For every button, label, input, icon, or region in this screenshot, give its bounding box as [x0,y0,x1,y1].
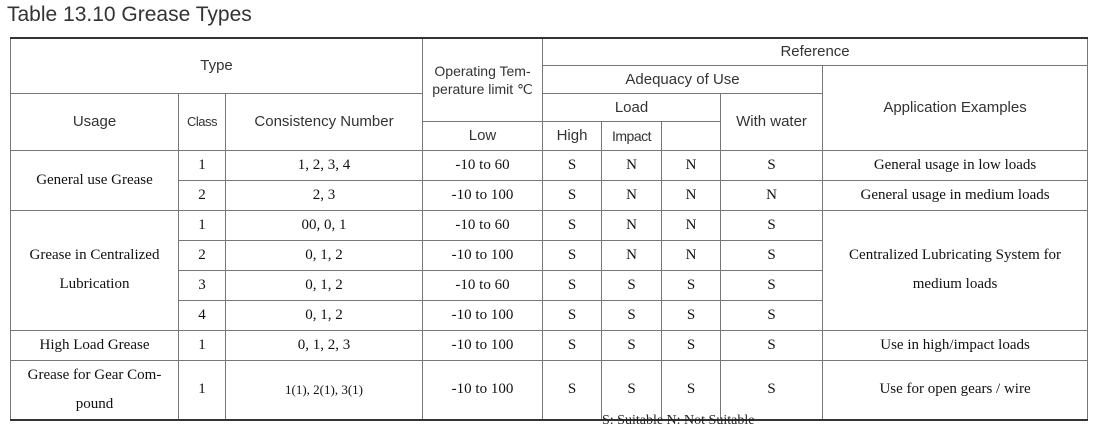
header-operating-limit: Operating Tem-perature limit ℃ [423,38,543,121]
header-adequacy: Adequacy of Use [543,65,823,93]
cell-water: S [721,210,823,240]
cell-class: 1 [179,150,226,180]
cell-water: S [721,300,823,330]
cell-low: S [543,240,602,270]
cell-temp: -10 to 100 [423,330,543,360]
cell-application: General usage in medium loads [823,180,1088,210]
header-type: Type [11,38,423,93]
header-class: Class [179,93,226,150]
cell-high: N [602,210,662,240]
header-load: Load [543,93,721,121]
cell-consistency: 2, 3 [226,180,423,210]
cell-impact: N [662,180,721,210]
cell-low: S [543,270,602,300]
header-application: Application Examples [823,65,1088,150]
cell-temp: -10 to 60 [423,210,543,240]
cell-water: S [721,270,823,300]
cell-high: S [602,300,662,330]
cell-temp: -10 to 100 [423,240,543,270]
cell-application: Use in high/impact loads [823,330,1088,360]
cell-consistency: 0, 1, 2 [226,300,423,330]
cell-class: 1 [179,360,226,420]
table-row [11,150,1088,180]
cell-impact: N [662,210,721,240]
cell-water: N [721,180,823,210]
cell-water: S [721,150,823,180]
cell-low: S [543,330,602,360]
cell-low: S [543,150,602,180]
cell-class: 3 [179,270,226,300]
cell-class: 2 [179,180,226,210]
header-low: Low [423,121,543,150]
header-usage: Usage [11,93,179,150]
cell-consistency: 00, 0, 1 [226,210,423,240]
cell-class: 4 [179,300,226,330]
cell-water: S [721,360,823,420]
cell-consistency: 0, 1, 2 [226,240,423,270]
cell-high: N [602,150,662,180]
cell-high: N [602,180,662,210]
cell-application: General usage in low loads [823,150,1088,180]
cell-impact: S [662,300,721,330]
header-with-water: With water [721,93,823,150]
cell-low: S [543,360,602,420]
group-general: General use Grease [11,150,179,210]
cell-class: 2 [179,240,226,270]
cell-low: S [543,210,602,240]
cell-temp: -10 to 60 [423,270,543,300]
table-title: Table 13.10 Grease Types [7,3,252,26]
group-gear: Grease for Gear Com-pound [11,360,179,420]
cell-temp: -10 to 100 [423,300,543,330]
header-consistency: Consistency Number [226,93,423,150]
cell-low: S [543,300,602,330]
group-centralized: Grease in Centralized Lubrication [11,210,179,330]
cell-impact: N [662,240,721,270]
cell-application: Centralized Lubricating System for medium loads [823,210,1088,330]
cell-consistency: 1, 2, 3, 4 [226,150,423,180]
cell-impact: S [662,330,721,360]
grease-types-table [10,37,1088,421]
cell-class: 1 [179,330,226,360]
cell-high: S [602,270,662,300]
cell-water: S [721,240,823,270]
cell-high: N [602,240,662,270]
cell-application: Use for open gears / wire [823,360,1088,420]
group-high-load: High Load Grease [11,330,179,360]
cell-impact: N [662,150,721,180]
cell-impact: S [662,360,721,420]
cell-consistency: 0, 1, 2 [226,270,423,300]
cell-temp: -10 to 100 [423,180,543,210]
cell-high: S [602,330,662,360]
cell-class: 1 [179,210,226,240]
legend-note: S: Suitable N: Not Suitable [602,413,755,428]
header-high: High [543,121,602,150]
cell-impact: S [662,270,721,300]
cell-consistency: 0, 1, 2, 3 [226,330,423,360]
header-impact: Impact [602,121,662,150]
cell-temp: -10 to 60 [423,150,543,180]
cell-low: S [543,180,602,210]
table-row [11,210,1088,240]
cell-high: S [602,360,662,420]
table-row [11,330,1088,360]
header-reference: Reference [543,38,1088,65]
table-row [11,360,1088,420]
cell-temp: -10 to 100 [423,360,543,420]
cell-water: S [721,330,823,360]
cell-consistency: 1(1), 2(1), 3(1) [226,360,423,420]
